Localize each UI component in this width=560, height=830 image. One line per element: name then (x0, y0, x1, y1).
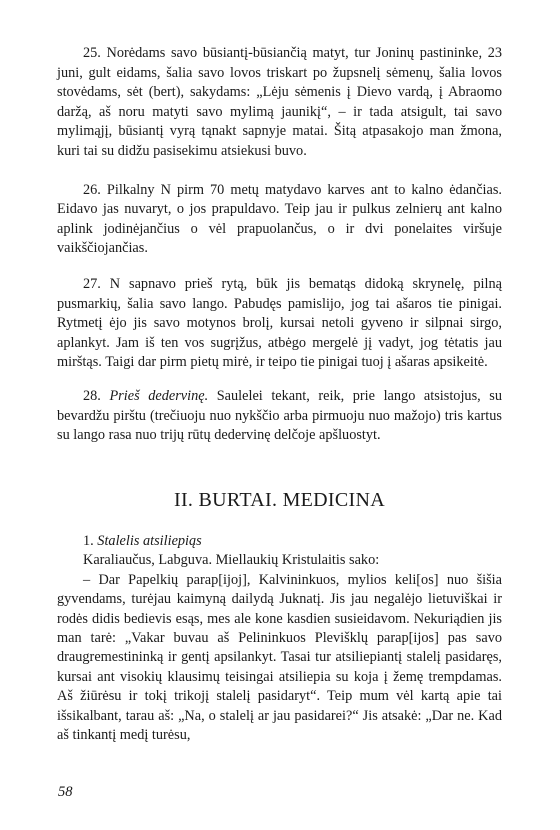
subsection-number: 1. (83, 532, 98, 549)
paragraph-26: 26. Pilkalny N pirm 70 metų matydavo karves ant to kalno ėdančias. Eidavo jas nuvaryt, o jos prapuldavo. Teip jau ir pulkus zelnierų ant kalno aplink jodinėjančius o vėl prapuolančus, o ir dvi ponelaites viršuje vaikščiojančias. (57, 181, 502, 257)
story-body (57, 551, 502, 745)
paragraph-28-text: Saulelei tekant, reik, prie lango atsistojus, su bevardžu pirštu (trečiuoju nuo nykščio arba pirmuoju nuo mažojo) tris kartus su lango rasa nuo trijų rūtų dedervinę delčoje apšluostyt. (57, 387, 502, 444)
paragraph-25: 25. Norėdams savo būsiantį-būsiančią matyt, tur Joninų pastininke, 23 juni, gult eidams, šalia savo lovos triskart po župsnelį sėmenų, šalia lovos stovėdams, sėt (bert), sakydams: „Lėju sėmenis į Dievo vardą, į Abraomo daržą, aš noru matyti savo mylimą jaunikį“, – ir tada atsigult, tai savo mylimąjį, būsiantį vyrą tąnakt sapnyje matai. Šitą atpasakojo man žmona, kuri tai su didžu pasisekimu atsiekusi buvo. (57, 45, 502, 159)
story-intro: Karaliaučus, Labguva. Miellaukių Kristulaitis sako: (83, 552, 380, 569)
paragraph-28-heading: Prieš dedervinę. (109, 387, 209, 404)
subsection-heading (57, 532, 502, 552)
subsection-title: Stalelis atsiliepiąs (97, 532, 202, 549)
paragraph-28 (57, 387, 502, 446)
paragraph-28-number: 28. (83, 387, 110, 404)
section-title: II. BURTAI. MEDICINA (174, 488, 385, 511)
page-number: 58 (58, 784, 73, 800)
story-main: – Dar Papelkių parap[ijoj], Kalvininkuos, mylios keli[os] nuo šišia gyvendams, turėjau kaimyną dailydą Juknatį. Jis jau negalėjo lietuviškai ir rodės didis bedievis esąs, mes ale kone kasdien susieidavom. Nekuriądien jis man tarė: „Vakar buvau aš Pelininkuos Plevišklų parap[ijos] pas savo draugremestininką ir gentį apsilankyt. Tasai tur atsiliepiantį stalelį pasidaręs, kursai ant visokių klausimų teisingai atsiliepia su koja į žemę trempdamas. Aš žiūrėsu ir tokį trikojį stalelį pasidaryt“. Teip mum vėl kartą apie tai išsikalbant, tarau aš: „Na, o stalelį ar jau pasidarei?“ Jis atsakė: „Dar ne. Kad aš tinkantį medį turėsu, (57, 571, 502, 743)
paragraph-27: 27. N sapnavo prieš rytą, būk jis bematąs didoką skrynelę, pilną pusmarkių, šalia savo lango. Pabudęs pamislijo, jog tai ašaros tie pinigai. Rytmetį ėjo jis savo motynos brolį, kursai netoli gyveno ir silpnai sirgo, aplankyt. Jam iš ten vos sugrįžus, atbėgo mergelė jį vadyt, jog tėtatis jau mirštąs. Taigi dar pirm pietų mirė, ir teipo tie pinigai tuoj į ašaras apsikeitė. (57, 275, 502, 371)
